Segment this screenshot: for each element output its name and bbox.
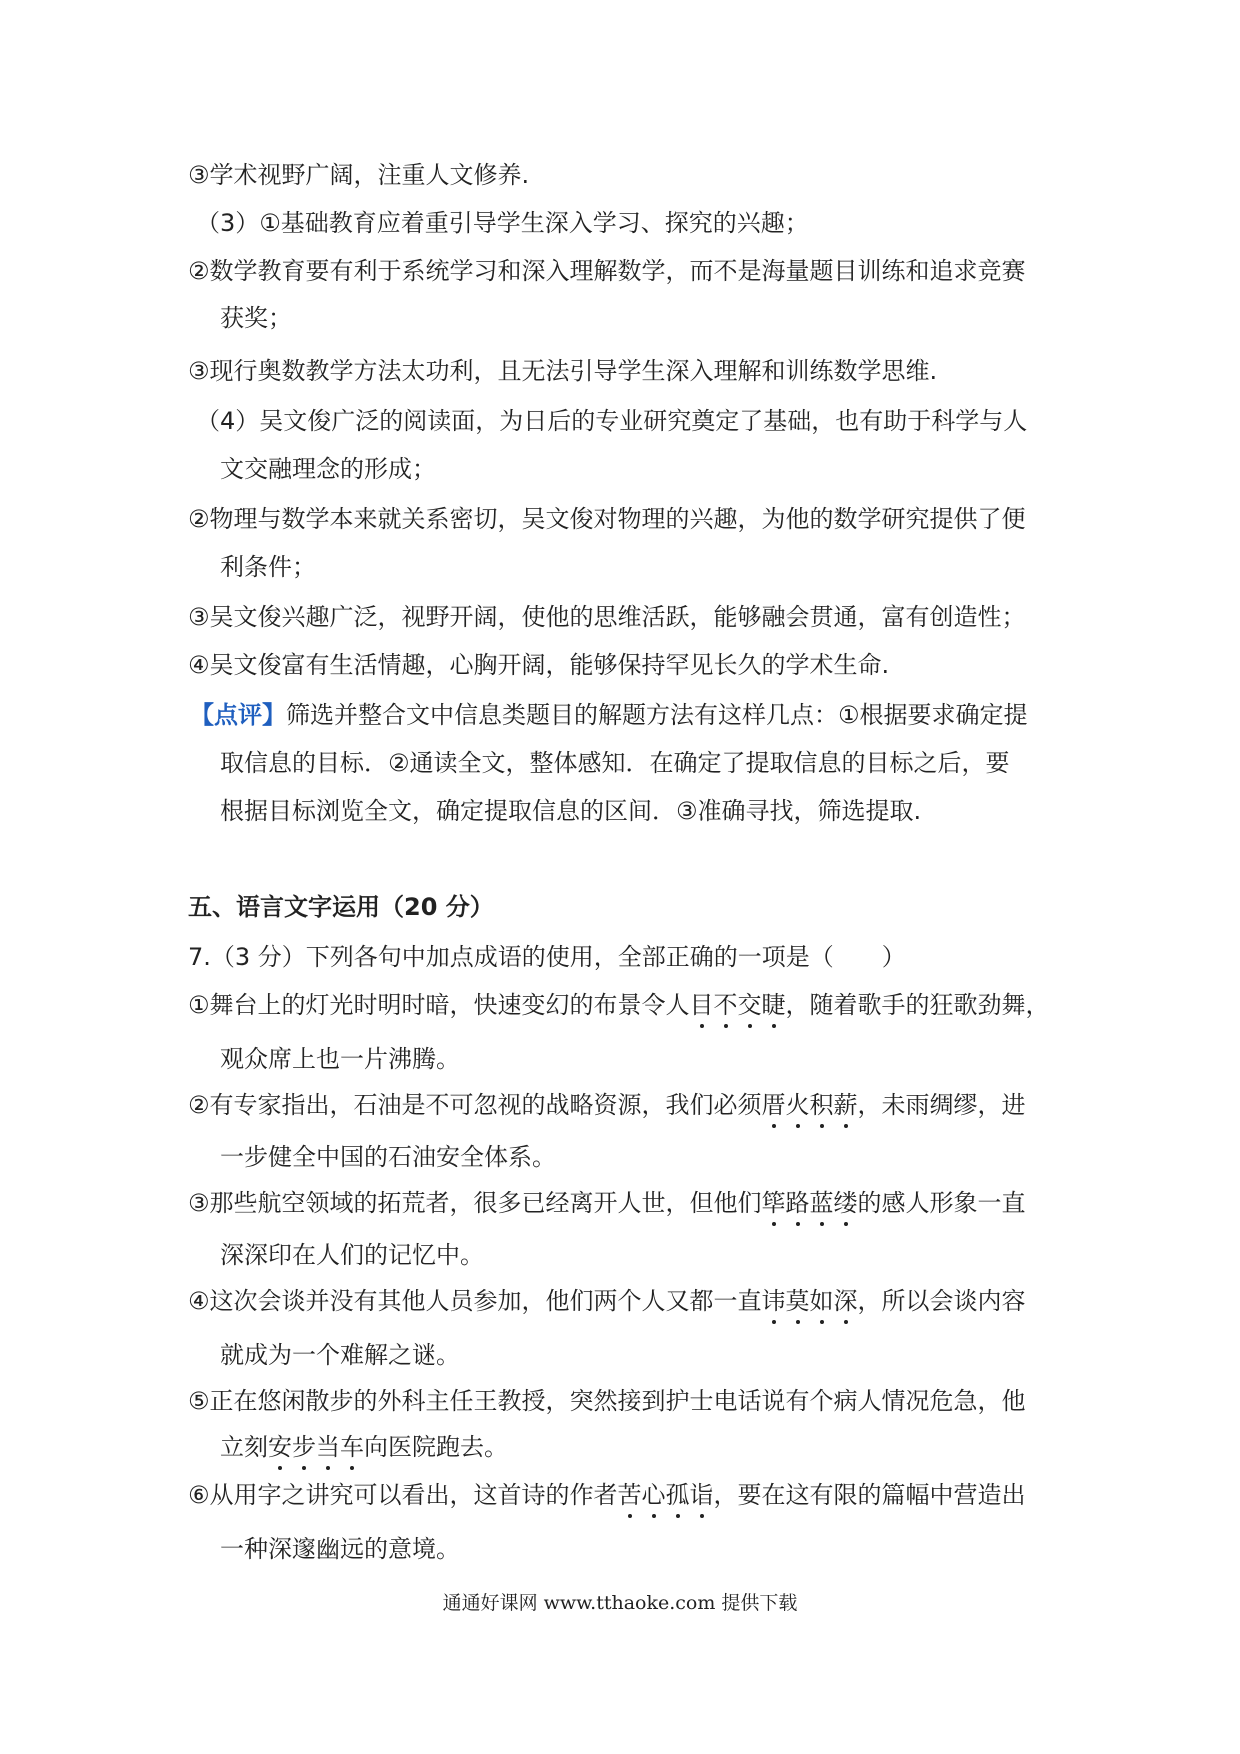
- question-option: ①舞台上的灯光时明时暗，快速变幻的布景令人目不交睫，随着歌手的狂歌劲舞，: [188, 991, 1050, 1019]
- answer-line: ③吴文俊兴趣广泛，视野开阔，使他的思维活跃，能够融会贯通，富有创造性；: [188, 603, 1026, 631]
- question-option: ⑤正在悠闲散步的外科主任王教授，突然接到护士电话说有个病人情况危急，他: [188, 1387, 1026, 1415]
- question-option-cont: 一种深邃幽远的意境。: [220, 1535, 460, 1563]
- question-option-cont: 一步健全中国的石油安全体系。: [220, 1143, 556, 1171]
- comment-line: 取信息的目标．②通读全文，整体感知．在确定了提取信息的目标之后，要: [220, 749, 1010, 777]
- question-option: ④这次会谈并没有其他人员参加，他们两个人又都一直讳莫如深，所以会谈内容: [188, 1287, 1026, 1315]
- answer-line: 文交融理念的形成；: [220, 455, 436, 483]
- question-option-cont: 立刻安步当车向医院跑去。: [220, 1433, 508, 1461]
- question-option-cont: 深深印在人们的记忆中。: [220, 1241, 484, 1269]
- question-stem: 7.（3 分）下列各句中加点成语的使用，全部正确的一项是（ ）: [188, 943, 906, 971]
- answer-line: ②数学教育要有利于系统学习和深入理解数学，而不是海量题目训练和追求竞赛: [188, 257, 1026, 285]
- question-option: ②有专家指出，石油是不可忽视的战略资源，我们必须厝火积薪，未雨绸缪，进: [188, 1091, 1026, 1119]
- answer-line: （4）吴文俊广泛的阅读面，为日后的专业研究奠定了基础，也有助于科学与人: [196, 407, 1028, 435]
- answer-line: 获奖；: [220, 304, 292, 332]
- comment-text: 筛选并整合文中信息类题目的解题方法有这样几点：①根据要求确定提: [286, 701, 1028, 729]
- answer-line: ③现行奥数教学方法太功利，且无法引导学生深入理解和训练数学思维.: [188, 357, 938, 385]
- question-option-cont: 观众席上也一片沸腾。: [220, 1045, 460, 1073]
- section-title: 五、语言文字运用（20 分）: [188, 893, 494, 921]
- answer-line: ③学术视野广阔，注重人文修养.: [188, 161, 530, 189]
- question-option: ⑥从用字之讲究可以看出，这首诗的作者苦心孤诣，要在这有限的篇幅中营造出: [188, 1481, 1026, 1509]
- answer-line: 利条件；: [220, 553, 316, 581]
- question-option-cont: 就成为一个难解之谜。: [220, 1341, 460, 1369]
- comment-tag: 【点评】: [190, 701, 286, 729]
- question-option: ③那些航空领域的拓荒者，很多已经离开人世，但他们筚路蓝缕的感人形象一直: [188, 1189, 1026, 1217]
- comment-line: [190, 700, 1028, 730]
- page-footer: 通通好课网 www.tthaoke.com 提供下载: [442, 1592, 798, 1614]
- comment-line: 根据目标浏览全文，确定提取信息的区间．③准确寻找，筛选提取.: [220, 797, 922, 825]
- answer-line: ②物理与数学本来就关系密切，吴文俊对物理的兴趣，为他的数学研究提供了便: [188, 505, 1026, 533]
- answer-line: （3）①基础教育应着重引导学生深入学习、探究的兴趣；: [196, 209, 809, 237]
- answer-line: ④吴文俊富有生活情趣，心胸开阔，能够保持罕见长久的学术生命.: [188, 651, 890, 679]
